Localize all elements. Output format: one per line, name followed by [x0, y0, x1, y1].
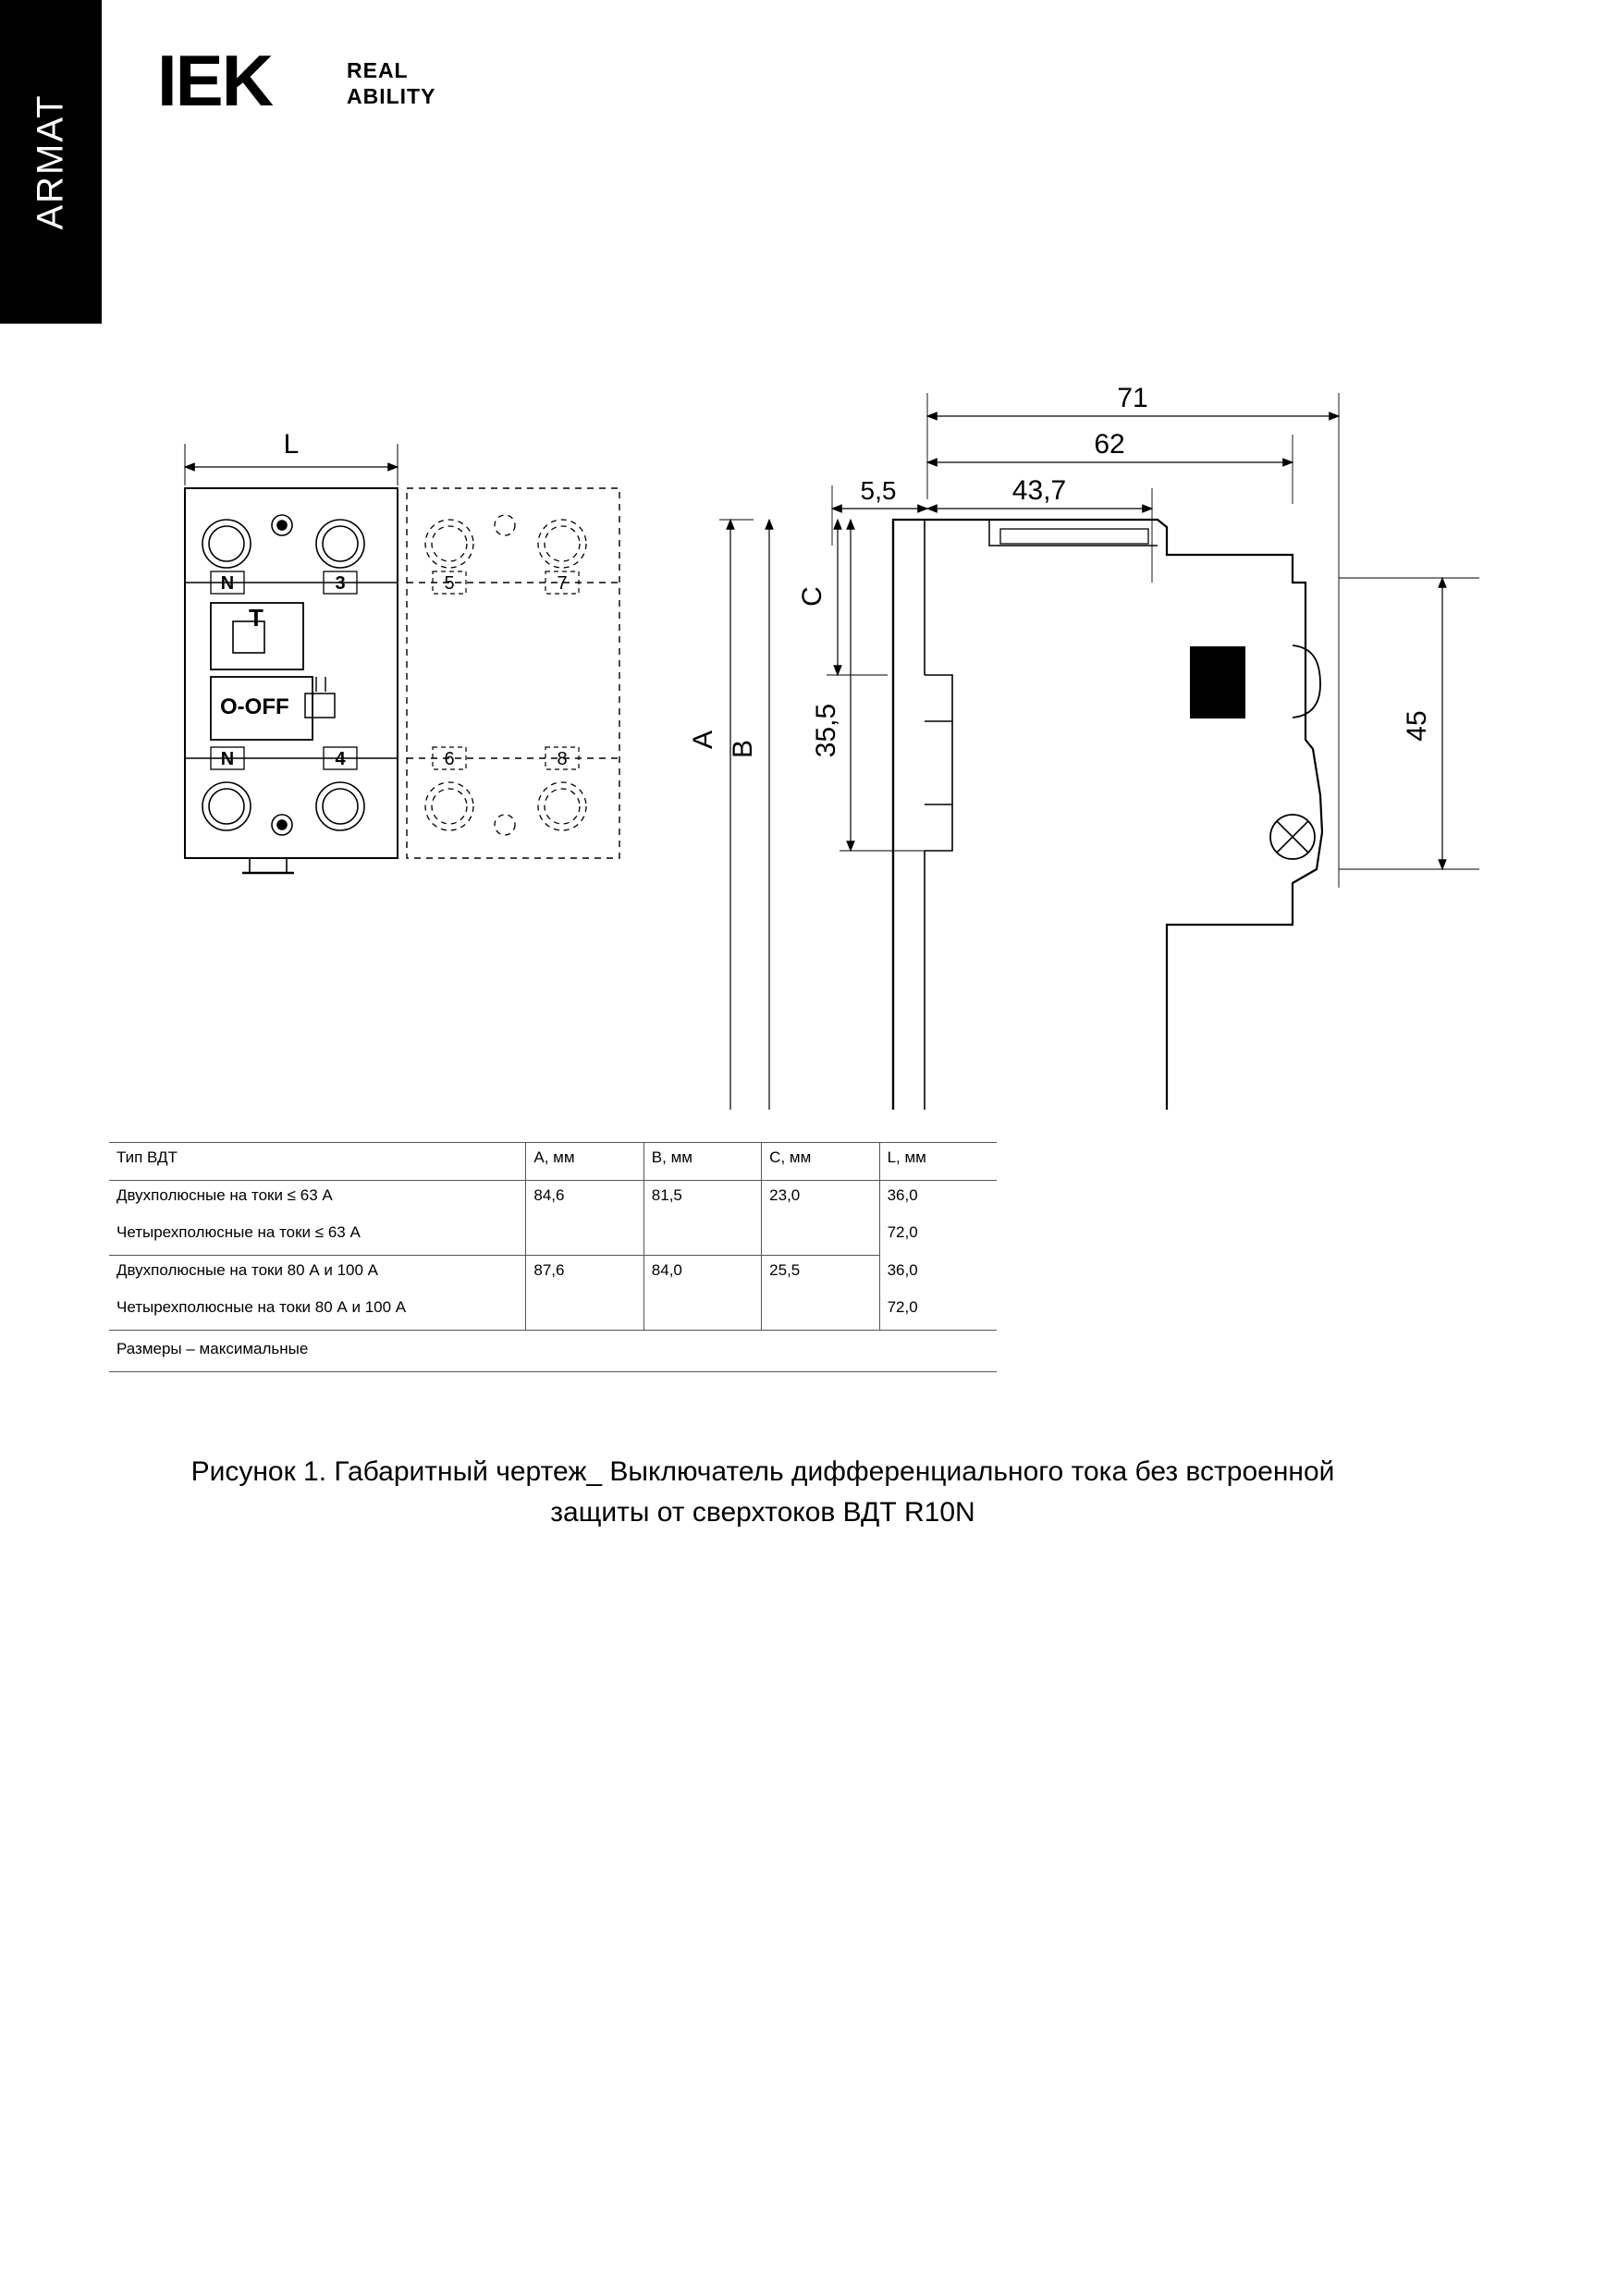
- row-type-3: Двухполюсные на токи 80 А и 100 А: [116, 1261, 379, 1279]
- row-c-3: 25,5: [762, 1256, 879, 1294]
- row-type-4: Четырехполюсные на токи 80 А и 100 А: [109, 1293, 526, 1331]
- dim-label-A: A: [688, 730, 718, 750]
- dim-label-62: 62: [1094, 429, 1125, 460]
- terminal-top-2: 3: [335, 573, 346, 594]
- row-l-4: 72,0: [879, 1293, 997, 1331]
- figure-caption-line1: Рисунок 1. Габаритный чертеж_ Выключатель дифференциального тока без встроенной: [190, 1456, 1335, 1487]
- brand-side-tab-label: ARMAT: [30, 93, 71, 230]
- row-l-1: 36,0: [879, 1181, 997, 1219]
- dim-label-B: B: [728, 739, 758, 759]
- switch-off-label: O-OFF: [220, 694, 289, 719]
- terminal-top-3: 5: [444, 573, 455, 594]
- figure-caption-line2: защиты от сверхтоков ВДТ R10N: [550, 1497, 975, 1528]
- table-header-row: [109, 1143, 997, 1181]
- row-b-4: [644, 1293, 761, 1331]
- row-c-2: [762, 1218, 879, 1256]
- dimensional-drawing: [0, 277, 1618, 1110]
- test-button-label: T: [249, 604, 264, 632]
- col-header-a: A, мм: [526, 1143, 644, 1181]
- dim-label-71: 71: [1117, 383, 1148, 413]
- row-b-3: 84,0: [644, 1256, 761, 1294]
- table-row: [109, 1256, 997, 1294]
- terminal-top-1: N: [220, 573, 235, 594]
- row-b-2: [644, 1218, 761, 1256]
- brand-side-tab: [0, 0, 102, 324]
- row-a-2: [526, 1218, 644, 1256]
- table-row: [109, 1218, 997, 1256]
- col-header-l: L, мм: [879, 1143, 997, 1181]
- row-l-2: 72,0: [879, 1218, 997, 1256]
- logo-tagline-line1: REAL: [347, 58, 409, 82]
- dim-label-45: 45: [1402, 710, 1432, 742]
- col-header-c: C, мм: [762, 1143, 879, 1181]
- logo-text: IEK: [157, 40, 273, 121]
- table-row: [109, 1293, 997, 1331]
- row-type-2: Четырехполюсные на токи ≤ 63 А: [109, 1218, 526, 1256]
- logo-tagline-line2: ABILITY: [347, 84, 436, 108]
- dim-label-5-5: 5,5: [860, 476, 897, 505]
- row-l-3: 36,0: [879, 1256, 997, 1294]
- row-a-4: [526, 1293, 644, 1331]
- terminal-bottom-1: N: [220, 749, 235, 769]
- terminal-top-4: 7: [557, 573, 568, 594]
- logo-tagline: [347, 57, 435, 109]
- col-header-b: B, мм: [644, 1143, 761, 1181]
- dim-label-35-5: 35,5: [811, 703, 841, 758]
- col-header-type: Тип ВДТ: [109, 1143, 526, 1181]
- dimensions-table: [109, 1142, 997, 1372]
- terminal-bottom-3: 6: [444, 749, 455, 769]
- table-note: Размеры – максимальные: [109, 1331, 997, 1372]
- iek-logo: [157, 40, 436, 121]
- dim-label-C: C: [797, 586, 827, 607]
- row-b-1: 81,5: [644, 1181, 761, 1219]
- dim-label-43-7: 43,7: [1011, 475, 1067, 506]
- row-c-4: [762, 1293, 879, 1331]
- table-row: [109, 1181, 997, 1219]
- row-c-1: 23,0: [762, 1181, 879, 1219]
- table-note-row: [109, 1331, 997, 1372]
- row-a-1: 84,6: [526, 1181, 644, 1219]
- terminal-bottom-2: 4: [335, 749, 346, 769]
- dim-label-L: L: [283, 429, 300, 460]
- terminal-bottom-4: 8: [557, 749, 568, 769]
- figure-caption: [102, 1452, 1424, 1533]
- row-a-3: 87,6: [526, 1256, 644, 1294]
- row-type-1: Двухполюсные на токи ≤ 63 А: [116, 1186, 333, 1204]
